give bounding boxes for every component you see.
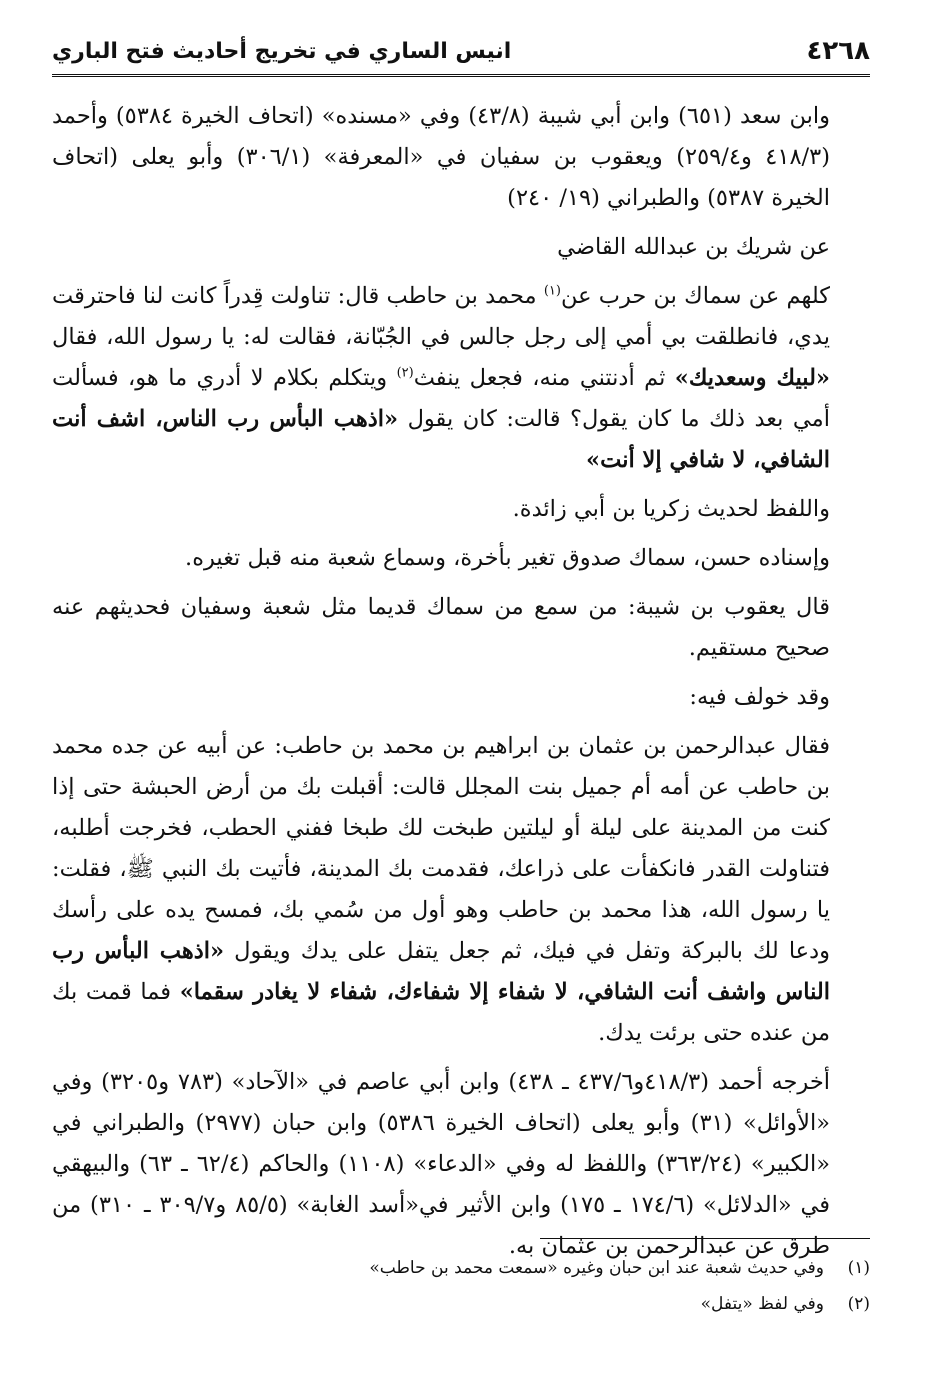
paragraph-3-text-b: محمد بن حاطب قال: تناولت قِدراً كانت لنا فاحترقت يدي، فانطلقت بي أمي إلى رجل جالس في الجُبّانة، فقالت له: يا رسول الله، فقال [52,283,830,350]
quote-labbayk: «لبيك وسعديك» [674,365,830,391]
paragraph-3-text-d: ويتكلم بكلام لا أدري ما هو، فسألت أمي بعد ذلك ما كان يقول؟ قالت: كان يقول [52,365,830,432]
main-text [52,96,870,1275]
quote-supplication: «اذهب البأس رب الناس، اشف أنت الشافي، لا شافي إلا أنت» [52,406,830,473]
page-number: ٤٢٦٨ [806,36,870,66]
paragraph-3-text-c: ثم أدنتني منه، فجعل ينفث [413,365,675,391]
footnote-ref-2: (٢) [396,365,414,381]
paragraph-2: عن شريك بن عبدالله القاضي [557,234,830,260]
paragraph-3-text-a: كلهم عن سماك بن حرب عن [560,283,831,309]
paragraph-8-text-b: فما قمت بك من عنده حتى برئت يدك. [52,979,830,1046]
paragraph-8 [52,726,870,1054]
quote-supplication-2: «اذهب البأس رب الناس واشف أنت الشافي، لا شفاء إلا شفاءك، شفاء لا يغادر سقما» [52,938,830,1005]
running-title: انيس الساري في تخريج أحاديث فتح الباري [52,39,512,64]
page-header [52,28,870,72]
footnote-1-text: وفي حديث شعبة عند ابن حبان وغيره «سمعت محمد بن حاطب» [369,1258,824,1278]
paragraph-6: قال يعقوب بن شيبة: من سمع من سماك قديما مثل شعبة وسفيان فحديثهم عنه صحيح مستقيم. [52,594,830,661]
paragraph-5: وإسناده حسن، سماك صدوق تغير بأخرة، وسماع شعبة منه قبل تغيره. [185,545,830,571]
footnote-divider [540,1238,870,1239]
paragraph-1: وابن سعد (٦٥١) وابن أبي شيبة (٤٣/٨) وفي «مسنده» (اتحاف الخيرة ٥٣٨٤) وأحمد (٤١٨/٣ و٢٥٩/٤) ويعقوب بن سفيان في «المعرفة» (٣٠٦/١) وأبو يعلى (اتحاف الخيرة ٥٣٨٧) والطبراني (١٩/ ٢٤٠) [52,103,831,211]
paragraph-3 [52,276,870,481]
footnote-ref-1: (١) [543,283,561,299]
footnotes [52,1250,870,1322]
paragraph-7: وقد خولف فيه: [689,684,830,710]
paragraph-9: أخرجه أحمد (٤١٨/٣و٤٣٧/٦ ـ ٤٣٨) وابن أبي عاصم في «الآحاد» (٧٨٣ و٣٢٠٥) وفي «الأوائل» (٣١) وأبو يعلى (اتحاف الخيرة ٥٣٨٦) وابن حبان (٢٩٧٧) والطبراني في «الكبير» (٣٦٣/٢٤) واللفظ له وفي «الدعاء» (١١٠٨) والحاكم (٦٢/٤ ـ ٦٣) والبيهقي في «الدلائل» (١٧٤/٦ ـ ١٧٥) وابن الأثير في«أسد الغابة» (٨٥/٥ و٣٠٩/٧ ـ ٣١٠) من طرق عن عبدالرحمن بن عثمان به. [52,1069,830,1259]
footnote-1 [52,1250,870,1286]
footnote-2-mark: (٢) [847,1294,870,1314]
paragraph-4: واللفظ لحديث زكريا بن أبي زائدة. [512,496,830,522]
footnote-1-mark: (١) [847,1258,870,1278]
footnote-2 [52,1286,870,1322]
paragraph-8-text-a: فقال عبدالرحمن بن عثمان بن ابراهيم بن محمد بن حاطب: عن أبيه عن جده محمد بن حاطب عن أمه أم جميل بنت المجلل قالت: أقبلت بك من أرض الحبشة حتى إذا كنت من المدينة على ليلة أو ليلتين طبخت لك طبخا ففني الحطب، فخرجت أطلبه، فتناولت القدر فانكفأت على ذراعك، فقدمت بك المدينة، فأتيت بك النبي ﷺ، فقلت: يا رسول الله، هذا محمد بن حاطب وهو أول من سُمي بك، فمسح يده على رأسك ودعا لك بالبركة وتفل في فيك، ثم جعل يتفل على يدك ويقول [52,733,830,964]
header-divider [52,74,870,77]
footnote-2-text: وفي لفظ «يتفل» [700,1294,824,1314]
